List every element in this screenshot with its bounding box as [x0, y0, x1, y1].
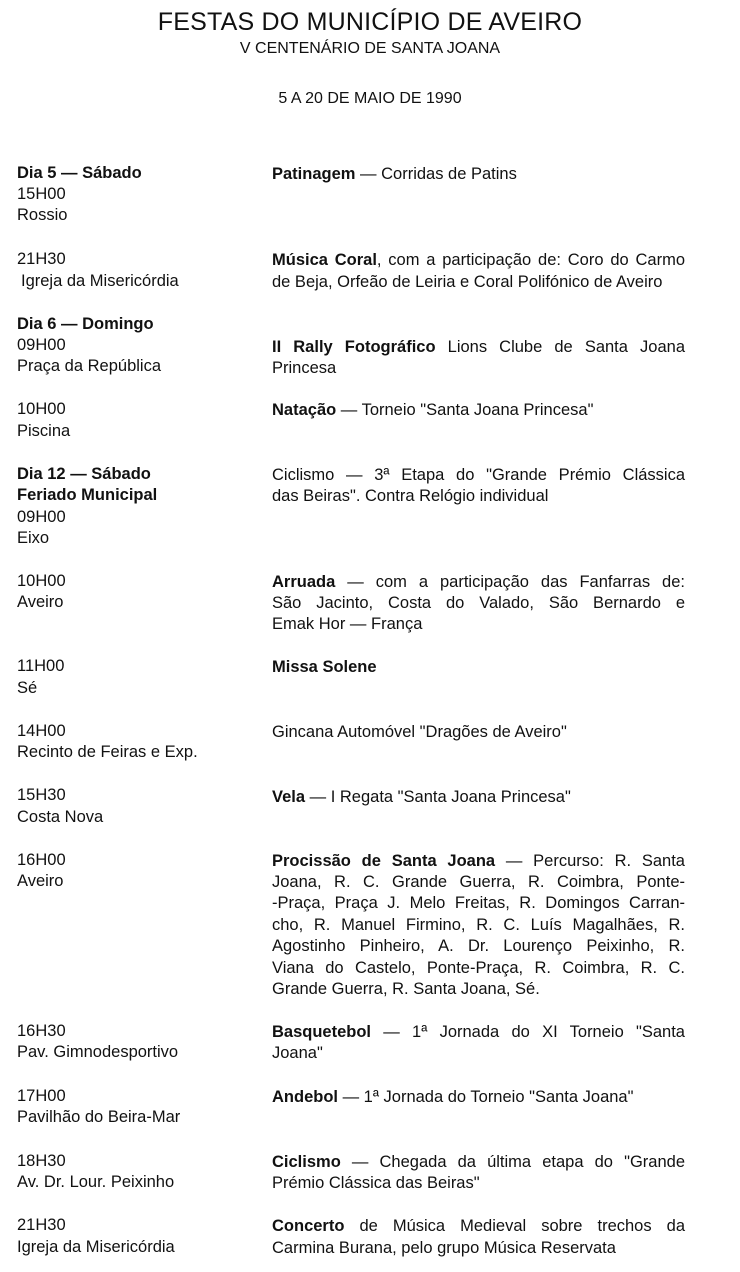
event-description-line: Princesa	[272, 359, 337, 377]
event-time: 10H00	[17, 400, 66, 418]
event-description: Andebol — 1ª Jornada do Torneio "Santa Joana"	[272, 1088, 634, 1106]
event-description: Procissão de Santa Joana — Percurso: R. Santa	[272, 852, 685, 870]
event-place: Rossio	[17, 206, 68, 224]
page-subtitle: V CENTENÁRIO DE SANTA JOANA	[239, 40, 501, 57]
event-time: 09H00	[17, 336, 66, 354]
day-heading: Dia 12 — Sábado	[17, 465, 151, 483]
event-time: 09H00	[17, 508, 66, 526]
event-time: 21H30	[17, 250, 66, 268]
event-place: Pavilhão do Beira-Mar	[17, 1108, 181, 1126]
event-description-line: cho, R. Manuel Firmino, R. C. Luís Magalhães, R.	[272, 916, 685, 934]
event-place: Aveiro	[17, 593, 64, 611]
event-description: Missa Solene	[272, 658, 377, 676]
day-heading: Dia 6 — Domingo	[17, 315, 154, 333]
event-time: 10H00	[17, 572, 66, 590]
event-description: Vela — I Regata "Santa Joana Princesa"	[272, 788, 571, 806]
event-time: 17H00	[17, 1087, 66, 1105]
event-description-line: -Praça, Praça J. Melo Freitas, R. Domingos Carran-	[272, 894, 685, 912]
page-title: FESTAS DO MUNICÍPIO DE AVEIRO	[157, 8, 583, 36]
event-time: 15H30	[17, 786, 66, 804]
event-place: Eixo	[17, 529, 50, 547]
event-place: Sé	[17, 679, 38, 697]
event-place: Pav. Gimnodesportivo	[17, 1043, 179, 1061]
event-description-line: de Beja, Orfeão de Leiria e Coral Polifónico de Aveiro	[272, 273, 663, 291]
event-description-line: Agostinho Pinheiro, A. Dr. Lourenço Peixinho, R.	[272, 937, 685, 955]
event-description: Arruada — com a participação das Fanfarras de:	[272, 573, 685, 591]
event-place: Costa Nova	[17, 808, 104, 826]
event-description: Natação — Torneio "Santa Joana Princesa"	[272, 401, 594, 419]
event-place: Piscina	[17, 422, 71, 440]
event-description-line: Joana"	[272, 1044, 323, 1062]
festival-dates: 5 A 20 DE MAIO DE 1990	[278, 90, 462, 107]
event-description-line: Viana do Castelo, Ponte-Praça, R. Coimbra, R. C.	[272, 959, 685, 977]
event-description-line: Prémio Clássica das Beiras"	[272, 1174, 480, 1192]
event-place: Av. Dr. Lour. Peixinho	[17, 1173, 175, 1191]
event-place: Igreja da Misericórdia	[21, 272, 179, 290]
event-place: Praça da República	[17, 357, 162, 375]
event-time: 18H30	[17, 1152, 66, 1170]
event-time: 16H30	[17, 1022, 66, 1040]
event-time: 21H30	[17, 1216, 66, 1234]
event-time: 11H00	[17, 657, 65, 675]
event-description-line: Joana, R. C. Grande Guerra, R. Coimbra, Ponte-	[272, 873, 685, 891]
event-description: Basquetebol — 1ª Jornada do XI Torneio "Santa	[272, 1023, 685, 1041]
event-time: 14H00	[17, 722, 66, 740]
day-heading: Dia 5 — Sábado	[17, 164, 142, 182]
event-place: Recinto de Feiras e Exp.	[17, 743, 198, 761]
event-description-line: Emak Hor — França	[272, 615, 423, 633]
holiday-label: Feriado Municipal	[17, 486, 158, 504]
event-place: Aveiro	[17, 872, 64, 890]
event-description-line: Carmina Burana, pelo grupo Música Reservata	[272, 1239, 616, 1257]
event-description-line: São Jacinto, Costa do Valado, São Bernardo e	[272, 594, 685, 612]
event-time: 16H00	[17, 851, 66, 869]
event-description: Gincana Automóvel "Dragões de Aveiro"	[272, 723, 567, 741]
event-description: Ciclismo — 3ª Etapa do "Grande Prémio Clássica	[272, 466, 685, 484]
event-description: Patinagem — Corridas de Patins	[272, 165, 517, 183]
event-description: Concerto de Música Medieval sobre trechos da	[272, 1217, 685, 1235]
event-description: II Rally Fotográfico Lions Clube de Santa Joana	[272, 338, 685, 356]
event-place: Igreja da Misericórdia	[17, 1238, 175, 1256]
event-time: 15H00	[17, 185, 66, 203]
event-description: Ciclismo — Chegada da última etapa do "Grande	[272, 1153, 685, 1171]
event-description-line: Grande Guerra, R. Santa Joana, Sé.	[272, 980, 540, 998]
event-description: Música Coral, com a participação de: Coro do Carmo	[272, 251, 685, 269]
event-description-line: das Beiras". Contra Relógio individual	[272, 487, 549, 505]
